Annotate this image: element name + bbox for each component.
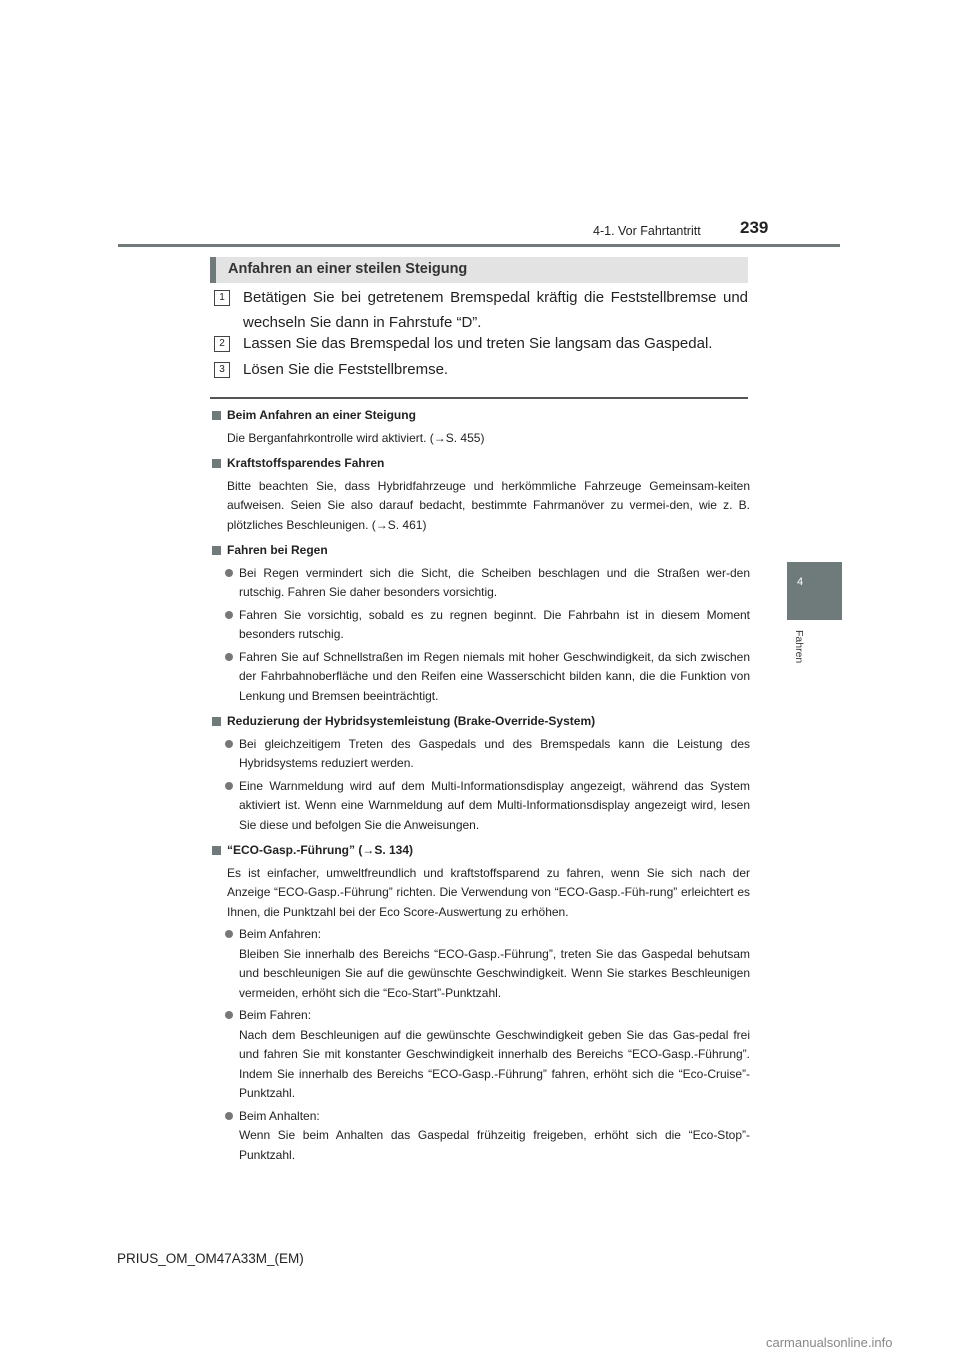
notes-section (210, 406, 750, 1165)
bullet-text: Beim Anhalten: Wenn Sie beim Anhalten das Gaspedal frühzeitig freigeben, erhöht sich die “Eco-Stop”-Punktzahl. (239, 1108, 750, 1162)
bullet-item (210, 735, 750, 774)
bullet-dot-icon (225, 569, 233, 577)
procedure-title: Anfahren an einer steilen Steigung (228, 261, 468, 277)
bullet-dot-icon (225, 1112, 233, 1120)
bullet-item (210, 925, 750, 1003)
bullet-text: Beim Fahren: Nach dem Beschleunigen auf die gewünschte Geschwindigkeit geben Sie das Gas-pedal frei und fahren Sie mit konstanter Geschwindigkeit innerhalb des Bereichs “ECO-Gasp.-Führung”. Indem Sie innerhalb des Bereichs “ECO-Gasp.-Führung” fahren, erhöht sich die “Eco-Cruise”-Punktzahl. (239, 1008, 750, 1100)
step-text: Betätigen Sie bei getretenem Bremspedal kräftig die Feststellbremse und wechseln Sie dann in Fahrstufe “D”. (243, 289, 748, 331)
chapter-label: Fahren (793, 630, 805, 664)
step-text: Lassen Sie das Bremspedal los und treten Sie langsam das Gaspedal. (243, 335, 713, 352)
chapter-number: 4 (797, 576, 804, 588)
step-number-badge: 1 (214, 290, 230, 306)
note-body: Die Berganfahrkontrolle wird aktiviert. (→S. 455) (227, 430, 485, 445)
bullet-text: Fahren Sie auf Schnellstraßen im Regen niemals mit hoher Geschwindigkeit, da sich zwischen der Fahrbahnoberfläche und den Reifen eine Wasserschicht bilden kann, die die Funktion von Lenkung und Bremsen beeinträchtigt. (239, 649, 750, 703)
bullet-text: Bei Regen vermindert sich die Sicht, die Scheiben beschlagen und die Straßen wer-den rutschig. Fahren Sie daher besonders vorsichtig. (239, 565, 750, 599)
note-body: Bitte beachten Sie, dass Hybridfahrzeuge und herkömmliche Fahrzeuge Gemeinsam-keiten aufweisen. Seien Sie also darauf bedacht, bestimmte Fahrmanöver zu vermei-den, wie z. B. plötzliches Beschleunigen. (→S. 461) (227, 478, 750, 532)
chapter-tab (787, 562, 842, 620)
bullet-dot-icon (225, 930, 233, 938)
bullet-text: Fahren Sie vorsichtig, sobald es zu regnen beginnt. Die Fahrbahn ist in diesem Moment besonders rutschig. (239, 607, 750, 641)
page-number: 239 (740, 218, 769, 237)
bullet-item (210, 1006, 750, 1104)
note-title: Beim Anfahren an einer Steigung (210, 406, 750, 426)
step-number-badge: 2 (214, 336, 230, 352)
note-body: Es ist einfacher, umweltfreundlich und kraftstoffsparend zu fahren, wenn Sie sich nach der Anzeige “ECO-Gasp.-Führung” richten. Die Verwendung von “ECO-Gasp.-Füh-rung” erleichtert es Ihnen, die Punktzahl bei der Eco Score-Auswertung zu erhöhen. (227, 865, 750, 919)
bullet-dot-icon (225, 611, 233, 619)
section-label: 4-1. Vor Fahrtantritt (593, 224, 701, 238)
bullet-dot-icon (225, 740, 233, 748)
note-title: Reduzierung der Hybridsystemleistung (Brake-Override-System) (210, 712, 750, 732)
document-code: PRIUS_OM_OM47A33M_(EM) (117, 1251, 304, 1266)
step-number-badge: 3 (214, 362, 230, 378)
bullet-item (210, 606, 750, 645)
bullet-text: Bei gleichzeitigem Treten des Gaspedals und des Bremspedals kann die Leistung des Hybridsystems reduziert werden. (239, 736, 750, 770)
bullet-dot-icon (225, 653, 233, 661)
bullet-item (210, 1107, 750, 1166)
note-title: Fahren bei Regen (210, 541, 750, 561)
bullet-dot-icon (225, 1011, 233, 1019)
bullet-item (210, 648, 750, 707)
procedure-heading (210, 257, 748, 283)
note-title: “ECO-Gasp.-Führung” (→S. 134) (210, 841, 750, 861)
bullet-dot-icon (225, 782, 233, 790)
bullet-item (210, 564, 750, 603)
section-divider (210, 397, 748, 399)
bullet-item (210, 777, 750, 836)
bullet-text: Eine Warnmeldung wird auf dem Multi-Informationsdisplay angezeigt, während das System aktiviert ist. Wenn eine Warnmeldung auf dem Multi-Informationsdisplay angezeigt wird, lesen Sie diese und befolgen Sie die Anweisungen. (239, 778, 750, 832)
header-rule (118, 244, 840, 247)
bullet-text: Beim Anfahren: Bleiben Sie innerhalb des Bereichs “ECO-Gasp.-Führung”, treten Sie das Gaspedal behutsam und beschleunigen Sie auf die gewünschte Geschwindigkeit. Wenn Sie starkes Beschleunigen vermeiden, erhöht sich die “Eco-Start”-Punktzahl. (239, 927, 750, 1000)
step-text: Lösen Sie die Feststellbremse. (243, 361, 449, 378)
note-title: Kraftstoffsparendes Fahren (210, 454, 750, 474)
watermark-text: carmanualsonline.info (766, 1335, 893, 1350)
